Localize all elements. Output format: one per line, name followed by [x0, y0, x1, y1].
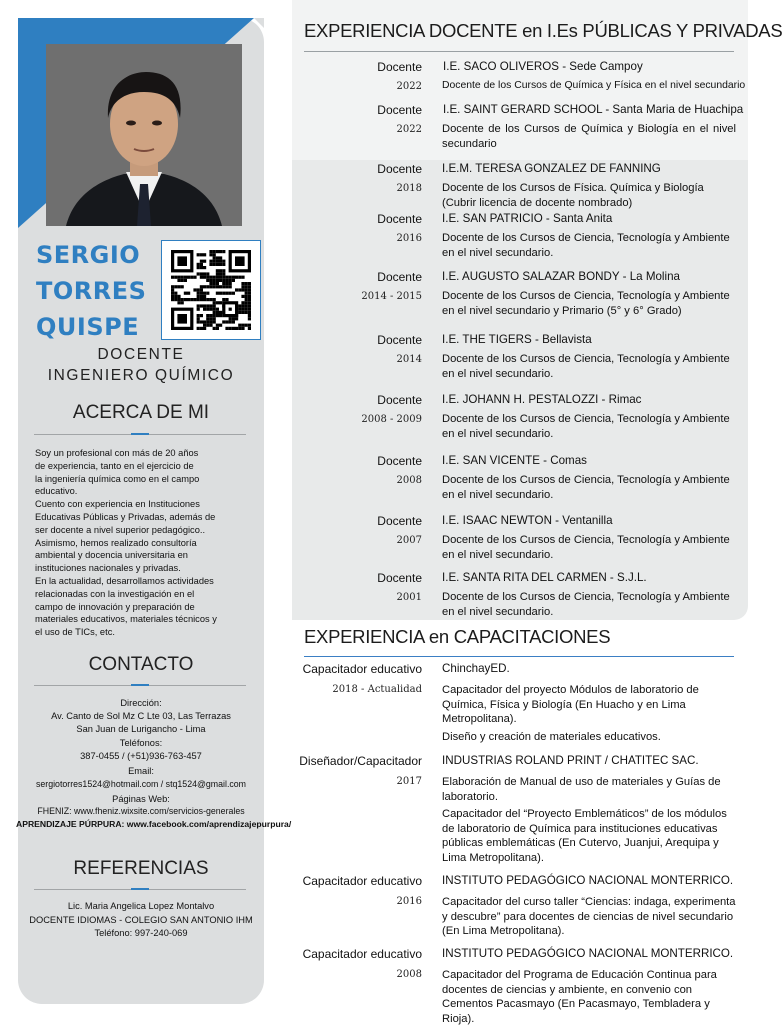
- contact-divider: [34, 685, 246, 686]
- about-line: relacionadas con la investigación en el: [35, 588, 195, 599]
- entry-year: 2018 - Actualidad: [332, 684, 422, 695]
- entry-description: Docente de los Cursos de Química y Biología en el nivel secundario: [442, 123, 736, 150]
- entry-role: Docente: [377, 454, 422, 468]
- address-line-2: San Juan de Lurigancho - Lima: [76, 723, 206, 734]
- entry-institution: I.E. SANTA RITA DEL CARMEN - S.J.L.: [442, 571, 647, 584]
- entry-description: Docente de los Cursos de Física. Química y Biología (Cubrir licencia de docente nombrado): [442, 182, 704, 209]
- about-line: materiales educativos, materiales técnicos y: [35, 614, 217, 625]
- about-line: ambiental y docencia universitaria en: [35, 550, 188, 561]
- entry-year: 2008: [396, 475, 422, 486]
- web-label: Páginas Web:: [112, 793, 170, 804]
- about-divider: [34, 434, 246, 435]
- references-block: [18, 900, 264, 941]
- entry-role: Docente: [377, 393, 422, 407]
- entry-description: Docente de los Cursos de Ciencia, Tecnología y Ambiente en el nivel secundario y Primario (5° y 6° Grado): [442, 290, 730, 317]
- name-line-first: SERGIO: [36, 241, 141, 269]
- entry-year: 2008 - 2009: [361, 414, 422, 425]
- about-line: Soy un profesional con más de 20 años: [35, 448, 199, 458]
- contact-block: [16, 695, 292, 831]
- entry-year: 2008: [396, 969, 422, 980]
- contact-heading: CONTACTO: [88, 654, 194, 675]
- entry-description: Capacitador del curso taller “Ciencias: indaga, experimenta y descubre” para docentes de ciencias de nivel secundario (En Lima Metropolitana).: [442, 896, 736, 938]
- entry-role: Docente: [377, 162, 422, 176]
- entry-year: 2017: [396, 776, 422, 787]
- entry-institution: INSTITUTO PEDAGÓGICO NACIONAL MONTERRICO.: [442, 947, 734, 960]
- entry-description: Elaboración de Manual de uso de materiales y Guías de laboratorio.: [442, 776, 721, 803]
- entry-role: Capacitador educativo: [302, 947, 422, 961]
- title-line-1: DOCENTE: [97, 346, 185, 363]
- qr-code: [161, 240, 261, 340]
- entry-institution: I.E. SAN PATRICIO - Santa Anita: [442, 212, 613, 225]
- entry-role: Docente: [377, 270, 422, 284]
- about-line: campo de innovación y preparación de: [35, 601, 195, 612]
- about-line: de experiencia, tanto en el ejercicio de: [35, 460, 194, 471]
- about-line: educativo.: [35, 486, 78, 497]
- entry-year: 2016: [396, 233, 422, 244]
- entry-year: 2022: [396, 81, 422, 92]
- entry-description: Docente de los Cursos de Ciencia, Tecnología y Ambiente en el nivel secundario.: [442, 353, 730, 380]
- professional-title: [18, 344, 264, 386]
- email-addresses[interactable]: sergiotorres1524@hotmail.com / stq1524@gmail.com: [35, 778, 247, 789]
- training-heading: EXPERIENCIA en CAPACITACIONES: [304, 626, 611, 647]
- address-line-1: Av. Canto de Sol Mz C Lte 03, Las Terrazas: [51, 710, 231, 721]
- entry-role: Docente: [377, 103, 422, 117]
- entry-institution: I.E. THE TIGERS - Bellavista: [442, 333, 592, 346]
- entry-institution: I.E. SAN VICENTE - Comas: [442, 454, 587, 467]
- entry-description: Docente de los Cursos de Ciencia, Tecnología y Ambiente en el nivel secundario.: [442, 591, 730, 618]
- entry-description-extra: Capacitador del “Proyecto Emblemáticos” de los módulos de laboratorio de Química para instituciones educativas públicas emblemáticas (En Cutervo, Juanjui, Arequipa y Lima Metropolitana).: [442, 808, 727, 864]
- web-link-fheniz[interactable]: FHENIZ: www.fheniz.wixsite.com/servicios-generales: [37, 806, 245, 817]
- references-heading: REFERENCIAS: [73, 858, 209, 879]
- entry-institution: INSTITUTO PEDAGÓGICO NACIONAL MONTERRICO.: [442, 874, 734, 887]
- name-line-second: TORRES: [36, 277, 147, 305]
- entry-role: Docente: [377, 60, 422, 74]
- entry-description-extra: Diseño y creación de materiales educativos.: [442, 731, 661, 743]
- entry-institution: I.E.M. TERESA GONZALEZ DE FANNING: [442, 162, 661, 175]
- entry-institution: ChinchayED.: [442, 662, 510, 675]
- phone-label: Teléfonos:: [119, 738, 163, 749]
- about-line: ser docente a nivel superior pedagógico..: [35, 524, 206, 535]
- entry-description: Docente de los Cursos de Ciencia, Tecnología y Ambiente en el nivel secundario.: [442, 474, 730, 501]
- address-label: Dirección:: [120, 698, 162, 708]
- full-name: [36, 237, 166, 345]
- teaching-heading-rule: [304, 51, 734, 52]
- entry-year: 2014 - 2015: [361, 291, 422, 302]
- entry-role: Docente: [377, 571, 422, 585]
- about-line: la ingeniería química como en el campo: [35, 473, 200, 484]
- about-line: Educativas Públicas y Privadas, además de: [35, 511, 216, 522]
- entry-role: Capacitador educativo: [302, 874, 422, 888]
- reference-phone: Teléfono: 997-240-069: [94, 928, 188, 938]
- about-line: En la actualidad, desarrollamos actividades: [35, 575, 214, 586]
- profile-photo: [46, 44, 242, 226]
- entry-description: Capacitador del proyecto Módulos de laboratorio de Química, Física y Biología (En Huacho y en Lima Metropolitana).: [442, 684, 699, 726]
- entry-role: Docente: [377, 514, 422, 528]
- entry-year: 2022: [396, 124, 422, 135]
- web-link-aprendizaje[interactable]: APRENDIZAJE PÚRPURA: www.facebook.com/aprendizajepurpura/: [16, 819, 292, 830]
- entry-description: Docente de los Cursos de Química y Física en el nivel secundario: [442, 80, 746, 91]
- training-heading-rule: [304, 656, 734, 657]
- entry-description: Docente de los Cursos de Ciencia, Tecnología y Ambiente en el nivel secundario.: [442, 534, 730, 561]
- entry-year: 2001: [396, 592, 422, 603]
- entry-description: Docente de los Cursos de Ciencia, Tecnología y Ambiente en el nivel secundario.: [442, 413, 730, 440]
- entry-role: Docente: [377, 333, 422, 347]
- entry-year: 2014: [396, 354, 422, 365]
- entry-institution: I.E. AUGUSTO SALAZAR BONDY - La Molina: [442, 270, 680, 283]
- entry-institution: I.E. SACO OLIVEROS - Sede Campoy: [443, 60, 643, 73]
- entry-year: 2018: [396, 183, 422, 194]
- entry-institution: INDUSTRIAS ROLAND PRINT / CHATITEC SAC.: [442, 754, 699, 767]
- about-heading: ACERCA DE MI: [72, 402, 210, 423]
- entry-institution: I.E. JOHANN H. PESTALOZZI - Rimac: [442, 393, 642, 406]
- reference-name: Lic. Maria Angelica Lopez Montalvo: [67, 901, 215, 911]
- sidebar: [16, 18, 292, 1004]
- name-line-third: QUISPE: [36, 313, 140, 341]
- about-line: el uso de TICs, etc.: [35, 627, 115, 638]
- reference-position: DOCENTE IDIOMAS - COLEGIO SAN ANTONIO IHM: [29, 914, 253, 925]
- references-divider: [34, 889, 246, 890]
- entry-description: Capacitador del Programa de Educación Continua para docentes de ciencias y ambiente, en convenio con Cementos Pacasmayo (En Pacasmayo, Tembladera y Rioja).: [442, 969, 717, 1025]
- teaching-heading: EXPERIENCIA DOCENTE en I.Es PÚBLICAS Y PRIVADAS: [304, 20, 782, 41]
- about-line: Asimismo, hemos realizado consultoría: [35, 537, 197, 548]
- entry-role: Docente: [377, 212, 422, 226]
- about-line: Cuento con experiencia en Instituciones: [35, 499, 200, 510]
- entry-year: 2007: [396, 535, 422, 546]
- entry-role: Diseñador/Capacitador: [299, 754, 422, 768]
- title-line-2: INGENIERO QUÍMICO: [47, 367, 235, 384]
- entry-institution: I.E. SAINT GERARD SCHOOL - Santa Maria de Huachipa: [443, 103, 744, 116]
- entry-description: Docente de los Cursos de Ciencia, Tecnología y Ambiente en el nivel secundario.: [442, 232, 730, 259]
- about-line: instituciones nacionales y privadas.: [35, 563, 181, 574]
- phone-numbers: 387-0455 / (+51)936-763-457: [80, 751, 202, 762]
- email-label: Email:: [128, 765, 154, 776]
- entry-role: Capacitador educativo: [302, 662, 422, 676]
- about-text: [35, 447, 249, 639]
- entry-year: 2016: [396, 896, 422, 907]
- entry-institution: I.E. ISAAC NEWTON - Ventanilla: [442, 514, 613, 527]
